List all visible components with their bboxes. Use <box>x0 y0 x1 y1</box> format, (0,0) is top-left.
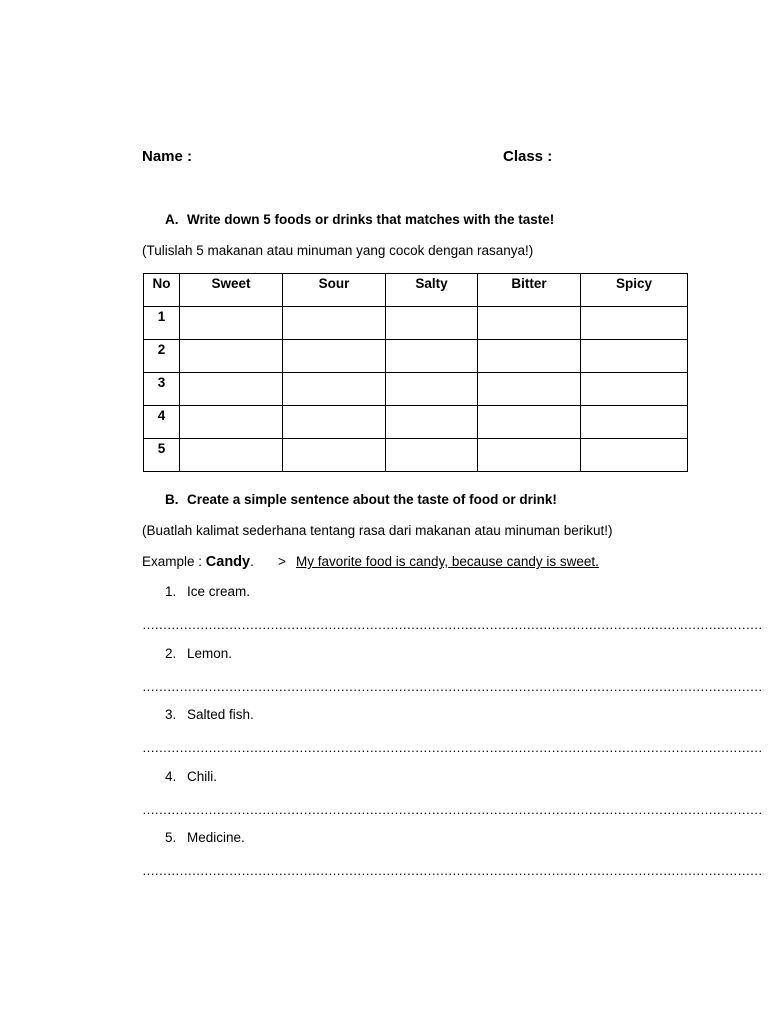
example-word: Candy <box>205 554 251 570</box>
answer-line[interactable]: …………………………………………………………………………………………………………………………………… <box>142 679 763 694</box>
answer-cell[interactable] <box>180 373 283 406</box>
item-number: 5. <box>165 830 177 845</box>
row-number: 4 <box>144 406 180 439</box>
item-text: Salted fish. <box>187 707 254 722</box>
answer-cell[interactable] <box>386 307 478 340</box>
answer-cell[interactable] <box>180 439 283 472</box>
answer-cell[interactable] <box>581 307 688 340</box>
name-label: Name : <box>142 148 193 165</box>
answer-cell[interactable] <box>386 439 478 472</box>
section-a-title: Write down 5 foods or drinks that matches with the taste! <box>187 212 555 227</box>
example-line <box>142 554 254 570</box>
answer-cell[interactable] <box>283 439 386 472</box>
answer-cell[interactable] <box>386 373 478 406</box>
answer-cell[interactable] <box>283 406 386 439</box>
class-label: Class : <box>503 148 553 165</box>
column-header: Sweet <box>180 274 283 307</box>
answer-line[interactable]: …………………………………………………………………………………………………………………………………… <box>142 863 763 878</box>
answer-cell[interactable] <box>478 307 581 340</box>
table-row <box>144 439 688 472</box>
section-b-title: Create a simple sentence about the taste of food or drink! <box>187 492 557 507</box>
column-header: No <box>144 274 180 307</box>
row-number: 3 <box>144 373 180 406</box>
list-item <box>165 769 217 784</box>
item-text: Ice cream. <box>187 584 251 599</box>
section-a-subtitle: (Tulislah 5 makanan atau minuman yang cocok dengan rasanya!) <box>142 243 534 258</box>
answer-cell[interactable] <box>283 307 386 340</box>
answer-cell[interactable] <box>386 406 478 439</box>
column-header: Bitter <box>478 274 581 307</box>
taste-table <box>143 273 688 472</box>
row-number: 2 <box>144 340 180 373</box>
answer-cell[interactable] <box>478 340 581 373</box>
example-period: . <box>250 554 254 569</box>
section-b-subtitle: (Buatlah kalimat sederhana tentang rasa dari makanan atau minuman berikut!) <box>142 523 613 538</box>
table-header-row <box>144 274 688 307</box>
answer-line[interactable]: …………………………………………………………………………………………………………………………………… <box>142 617 763 632</box>
item-number: 3. <box>165 707 177 722</box>
item-number: 1. <box>165 584 177 599</box>
example-arrow: > <box>278 554 286 569</box>
answer-cell[interactable] <box>478 373 581 406</box>
column-header: Sour <box>283 274 386 307</box>
section-a-letter: A. <box>165 212 179 227</box>
section-b-heading <box>165 492 557 507</box>
item-number: 4. <box>165 769 177 784</box>
answer-cell[interactable] <box>581 406 688 439</box>
list-item <box>165 707 254 722</box>
table-row <box>144 373 688 406</box>
answer-line[interactable]: …………………………………………………………………………………………………………………………………… <box>142 802 763 817</box>
list-item <box>165 584 250 599</box>
item-number: 2. <box>165 646 177 661</box>
column-header: Spicy <box>581 274 688 307</box>
item-text: Medicine. <box>187 830 245 845</box>
answer-cell[interactable] <box>180 340 283 373</box>
answer-cell[interactable] <box>386 340 478 373</box>
row-number: 1 <box>144 307 180 340</box>
example-sentence: My favorite food is candy, because candy is sweet. <box>296 554 599 569</box>
list-item <box>165 830 245 845</box>
answer-cell[interactable] <box>180 406 283 439</box>
answer-cell[interactable] <box>581 373 688 406</box>
table-row <box>144 307 688 340</box>
item-text: Chili. <box>187 769 218 784</box>
answer-line[interactable]: …………………………………………………………………………………………………………………………………… <box>142 740 763 755</box>
example-prefix: Example : <box>142 554 206 569</box>
answer-cell[interactable] <box>581 439 688 472</box>
column-header: Salty <box>386 274 478 307</box>
answer-cell[interactable] <box>283 373 386 406</box>
table-row <box>144 406 688 439</box>
section-b-letter: B. <box>165 492 179 507</box>
answer-cell[interactable] <box>180 307 283 340</box>
table-row <box>144 340 688 373</box>
answer-cell[interactable] <box>283 340 386 373</box>
answer-cell[interactable] <box>581 340 688 373</box>
item-text: Lemon. <box>187 646 233 661</box>
section-a-heading <box>165 212 554 227</box>
answer-cell[interactable] <box>478 406 581 439</box>
row-number: 5 <box>144 439 180 472</box>
list-item <box>165 646 232 661</box>
answer-cell[interactable] <box>478 439 581 472</box>
